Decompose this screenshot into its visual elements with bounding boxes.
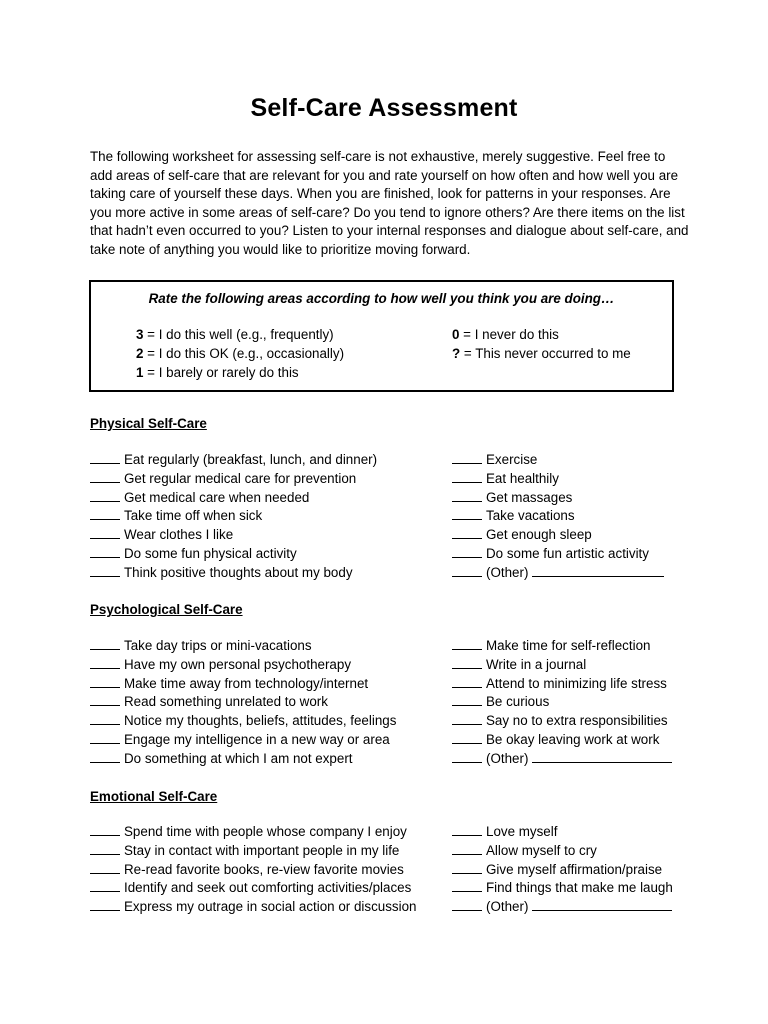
item-label: Get massages <box>486 489 573 505</box>
scale-code: 1 <box>136 365 144 380</box>
rating-blank[interactable] <box>90 451 120 464</box>
list-item <box>452 693 672 712</box>
other-write-in-line[interactable] <box>532 564 664 577</box>
rating-blank[interactable] <box>452 879 482 892</box>
item-label: Express my outrage in social action or discussion <box>124 899 417 915</box>
rating-blank[interactable] <box>90 656 120 669</box>
rating-blank[interactable] <box>452 526 482 539</box>
list-item <box>452 823 673 842</box>
item-label: (Other) <box>486 750 529 766</box>
rating-blank[interactable] <box>452 750 482 763</box>
item-label: Re-read favorite books, re-view favorite movies <box>124 861 404 877</box>
rating-blank[interactable] <box>90 898 120 911</box>
emotional-left-column <box>90 823 417 917</box>
psychological-left-column <box>90 637 396 769</box>
item-label: Wear clothes I like <box>124 527 234 543</box>
rating-blank[interactable] <box>90 731 120 744</box>
list-item <box>90 489 377 508</box>
item-label: Think positive thoughts about my body <box>124 564 353 580</box>
physical-left-column <box>90 451 377 583</box>
other-write-in-line[interactable] <box>532 898 672 911</box>
rating-blank[interactable] <box>90 545 120 558</box>
rating-blank[interactable] <box>90 823 120 836</box>
item-label: Do some fun artistic activity <box>486 545 649 561</box>
scale-text: = I never do this <box>459 327 559 342</box>
list-item <box>90 693 396 712</box>
list-item <box>90 507 377 526</box>
item-label: Take vacations <box>486 508 575 524</box>
item-label: Notice my thoughts, beliefs, attitudes, feelings <box>124 713 397 729</box>
rating-blank[interactable] <box>452 861 482 874</box>
rating-blank[interactable] <box>90 526 120 539</box>
list-item <box>90 898 417 917</box>
list-item <box>90 861 417 880</box>
scale-text: = I barely or rarely do this <box>143 365 299 380</box>
rating-blank[interactable] <box>90 879 120 892</box>
item-label: Identify and seek out comforting activities/places <box>124 880 412 896</box>
item-label: Do some fun physical activity <box>124 545 297 561</box>
item-label: Allow myself to cry <box>486 842 597 858</box>
list-item-other <box>452 750 672 769</box>
item-label: (Other) <box>486 899 529 915</box>
scale-item-unknown <box>452 345 631 364</box>
list-item <box>452 489 664 508</box>
page-title: Self-Care Assessment <box>250 94 518 122</box>
rating-blank[interactable] <box>452 842 482 855</box>
rating-blank[interactable] <box>452 693 482 706</box>
list-item <box>90 451 377 470</box>
emotional-right-column <box>452 823 673 917</box>
rating-blank[interactable] <box>90 842 120 855</box>
list-item <box>90 842 417 861</box>
item-label: Read something unrelated to work <box>124 694 328 710</box>
section-heading-psychological: Psychological Self-Care <box>90 602 243 617</box>
rating-blank[interactable] <box>452 451 482 464</box>
list-item-other <box>452 898 673 917</box>
item-label: Do something at which I am not expert <box>124 750 353 766</box>
item-label: Take day trips or mini-vacations <box>124 638 312 653</box>
rating-blank[interactable] <box>90 470 120 483</box>
rating-blank[interactable] <box>452 507 482 520</box>
scale-code: 2 <box>136 346 144 361</box>
item-label: Get medical care when needed <box>124 489 310 505</box>
rating-blank[interactable] <box>90 507 120 520</box>
scale-text: = I do this OK (e.g., occasionally) <box>143 346 345 361</box>
item-label: Get enough sleep <box>486 527 592 543</box>
item-label: Spend time with people whose company I enjoy <box>124 824 407 839</box>
list-item <box>452 507 664 526</box>
list-item <box>90 675 396 694</box>
list-item <box>90 637 396 656</box>
list-item <box>90 750 396 769</box>
item-label: (Other) <box>486 564 529 580</box>
rating-blank[interactable] <box>452 656 482 669</box>
list-item <box>452 879 673 898</box>
scale-code: 0 <box>452 327 460 342</box>
rating-blank[interactable] <box>90 675 120 688</box>
rating-blank[interactable] <box>90 489 120 502</box>
item-label: Exercise <box>486 452 538 467</box>
scale-item-0 <box>452 326 559 345</box>
list-item <box>452 861 673 880</box>
list-item <box>90 879 417 898</box>
scale-text: = I do this well (e.g., frequently) <box>143 327 334 342</box>
scale-item-1 <box>136 364 299 383</box>
rating-blank[interactable] <box>90 564 120 577</box>
item-label: Make time away from technology/internet <box>124 675 369 691</box>
section-heading-emotional: Emotional Self-Care <box>90 789 218 804</box>
list-item <box>90 712 396 731</box>
item-label: Be curious <box>486 694 550 710</box>
item-label: Say no to extra responsibilities <box>486 713 668 729</box>
list-item <box>452 470 664 489</box>
list-item <box>452 637 672 656</box>
list-item <box>452 545 664 564</box>
list-item <box>452 675 672 694</box>
rating-blank[interactable] <box>452 545 482 558</box>
item-label: Stay in contact with important people in my life <box>124 842 400 858</box>
section-heading-physical: Physical Self-Care <box>90 416 207 431</box>
rating-blank[interactable] <box>90 712 120 725</box>
rating-blank[interactable] <box>452 470 482 483</box>
list-item <box>90 656 396 675</box>
rating-blank[interactable] <box>452 489 482 502</box>
item-label: Eat healthily <box>486 470 559 486</box>
item-label: Be okay leaving work at work <box>486 731 660 747</box>
rating-blank[interactable] <box>90 637 120 650</box>
list-item-other <box>452 564 664 583</box>
list-item <box>90 731 396 750</box>
list-item <box>452 712 672 731</box>
list-item <box>452 842 673 861</box>
item-label: Find things that make me laugh <box>486 880 673 896</box>
scale-item-3 <box>136 326 334 345</box>
scale-item-2 <box>136 345 344 364</box>
rating-blank[interactable] <box>452 898 482 911</box>
item-label: Engage my intelligence in a new way or area <box>124 731 390 747</box>
list-item <box>90 823 417 842</box>
item-label: Love myself <box>486 824 558 839</box>
rating-blank[interactable] <box>452 823 482 836</box>
item-label: Get regular medical care for prevention <box>124 470 357 486</box>
item-label: Attend to minimizing life stress <box>486 675 667 691</box>
scale-code: 3 <box>136 327 144 342</box>
list-item <box>90 526 377 545</box>
item-label: Make time for self-reflection <box>486 638 651 653</box>
item-label: Eat regularly (breakfast, lunch, and dinner) <box>124 452 378 467</box>
rating-scale-box <box>89 280 674 392</box>
rating-blank[interactable] <box>90 750 120 763</box>
rating-blank[interactable] <box>452 675 482 688</box>
item-label: Give myself affirmation/praise <box>486 861 663 877</box>
list-item <box>90 545 377 564</box>
physical-right-column <box>452 451 664 583</box>
list-item <box>90 564 377 583</box>
rating-blank[interactable] <box>452 712 482 725</box>
list-item <box>452 731 672 750</box>
list-item <box>452 451 664 470</box>
rating-blank[interactable] <box>90 693 120 706</box>
item-label: Have my own personal psychotherapy <box>124 656 352 672</box>
rating-blank[interactable] <box>452 731 482 744</box>
rating-blank[interactable] <box>452 564 482 577</box>
item-label: Take time off when sick <box>124 508 263 524</box>
psychological-right-column <box>452 637 672 769</box>
rating-blank[interactable] <box>90 861 120 874</box>
rating-blank[interactable] <box>452 637 482 650</box>
rating-heading: Rate the following areas according to how well you think you are doing… <box>148 291 615 306</box>
list-item <box>452 656 672 675</box>
list-item <box>452 526 664 545</box>
other-write-in-line[interactable] <box>532 750 672 763</box>
scale-code: ? <box>452 346 461 361</box>
intro-paragraph: The following worksheet for assessing self-care is not exhaustive, merely suggestive. Feel free to add areas of self-care that are relevant for you and rate yourself on how often and how well you are taking care of yourself these days. When you are finished, look for patterns in your responses. Are you more active in some areas of self-care? Do you tend to ignore others? Are there items on the list that hadn’t even occurred to you? Listen to your internal responses and dialogue about self-care, and take note of anything you would like to prioritize moving forward. <box>90 149 689 257</box>
scale-text: = This never occurred to me <box>460 346 631 361</box>
list-item <box>90 470 377 489</box>
item-label: Write in a journal <box>486 656 587 672</box>
